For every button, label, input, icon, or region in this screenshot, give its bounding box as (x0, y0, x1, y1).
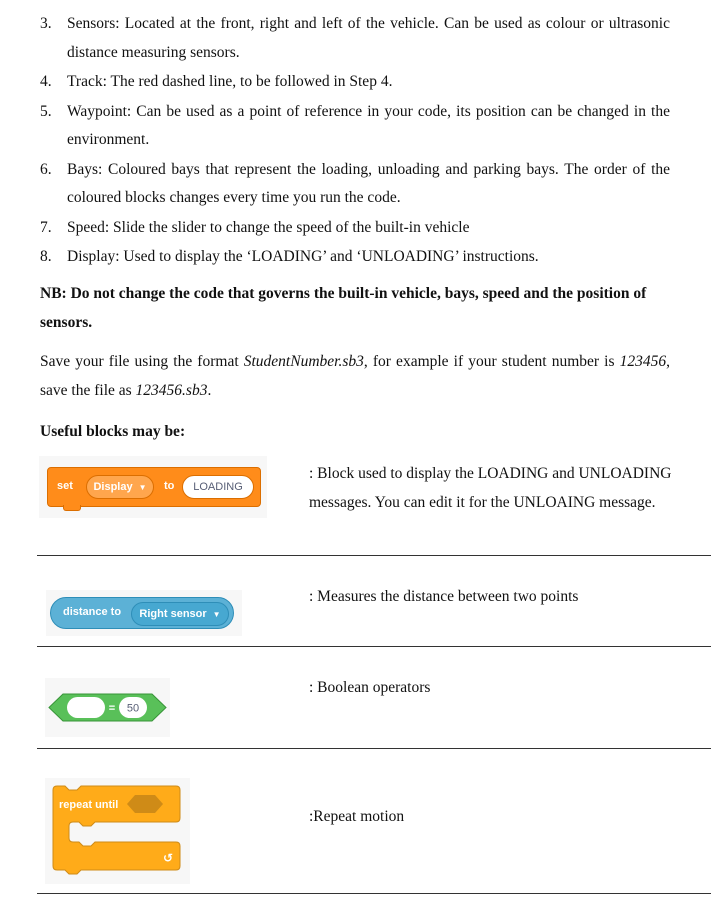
sensor-dropdown: Right sensor ▼ (131, 602, 229, 626)
list-number: 6. (40, 160, 52, 178)
list-text: Bays: Coloured bays that represent the loading, unloading and parking bays. The order of the coloured blocks changes every time you run the code. (67, 160, 670, 206)
list-text: Waypoint: Can be used as a point of reference in your code, its position can be changed in the environment. (67, 102, 670, 148)
distance-description: : Measures the distance between two points (309, 588, 579, 605)
example-number: 123456 (619, 353, 667, 370)
list-item (40, 68, 670, 97)
list-text: Speed: Slide the slider to change the speed of the built-in vehicle (67, 218, 470, 236)
distance-block-image (46, 590, 242, 636)
list-item (40, 156, 670, 213)
divider (37, 555, 711, 556)
equals-block (45, 678, 170, 737)
instruction-list (40, 10, 670, 272)
set-display-block-image (39, 456, 267, 518)
set-display-block (47, 467, 261, 507)
list-item (40, 243, 670, 272)
number-value: 50 (126, 702, 140, 715)
repeat-label: repeat until (59, 799, 119, 811)
loading-value: LOADING (182, 475, 254, 499)
set-display-description: : Block used to display the LOADING and UNLOADING messages. You can edit it for the UNLOAING message. (309, 465, 672, 511)
repeat-description: :Repeat motion (309, 808, 405, 825)
list-item (40, 10, 670, 67)
equals-operator: = (108, 702, 116, 715)
empty-slot (67, 697, 105, 718)
list-number: 5. (40, 102, 52, 120)
block-notch (63, 505, 81, 511)
repeat-block-image (45, 778, 190, 884)
example-file: 123456.sb3 (135, 382, 208, 399)
divider (37, 893, 711, 894)
nb-note: NB: Do not change the code that governs the built-in vehicle, bays, speed and the position of sensors. (40, 285, 647, 331)
display-variable-dropdown: Display ▼ (86, 475, 154, 499)
distance-block (50, 597, 234, 629)
useful-blocks-heading: Useful blocks may be: (40, 423, 186, 440)
list-item (40, 214, 670, 243)
dropdown-arrow-icon: ▼ (138, 482, 147, 492)
distance-label: distance to (63, 606, 122, 618)
divider (37, 748, 711, 749)
list-number: 3. (40, 15, 52, 32)
save-instructions: Save your file using the format StudentNumber.sb3, for example if your student number is 123456, save the file as 123456.sb3. (40, 353, 670, 399)
list-number: 4. (40, 73, 52, 90)
list-text: Display: Used to display the ‘LOADING’ and ‘UNLOADING’ instructions. (67, 248, 539, 265)
list-number: 7. (40, 218, 52, 236)
equals-block-image (45, 678, 170, 737)
to-label: to (164, 480, 175, 492)
loop-arrow-icon: ↺ (163, 851, 174, 865)
dropdown-arrow-icon: ▼ (212, 609, 221, 619)
operator-hexagon (49, 694, 166, 721)
list-number: 8. (40, 248, 52, 265)
list-item (40, 98, 670, 155)
repeat-block (45, 778, 190, 884)
operator-description: : Boolean operators (309, 679, 431, 696)
list-text: Track: The red dashed line, to be followed in Step 4. (67, 73, 393, 90)
list-text: Sensors: Located at the front, right and left of the vehicle. Can be used as colour or ultrasonic distance measuring sensors. (67, 15, 670, 61)
divider (37, 646, 711, 647)
set-label: set (57, 480, 73, 492)
format-name: StudentNumber.sb3 (243, 353, 364, 370)
